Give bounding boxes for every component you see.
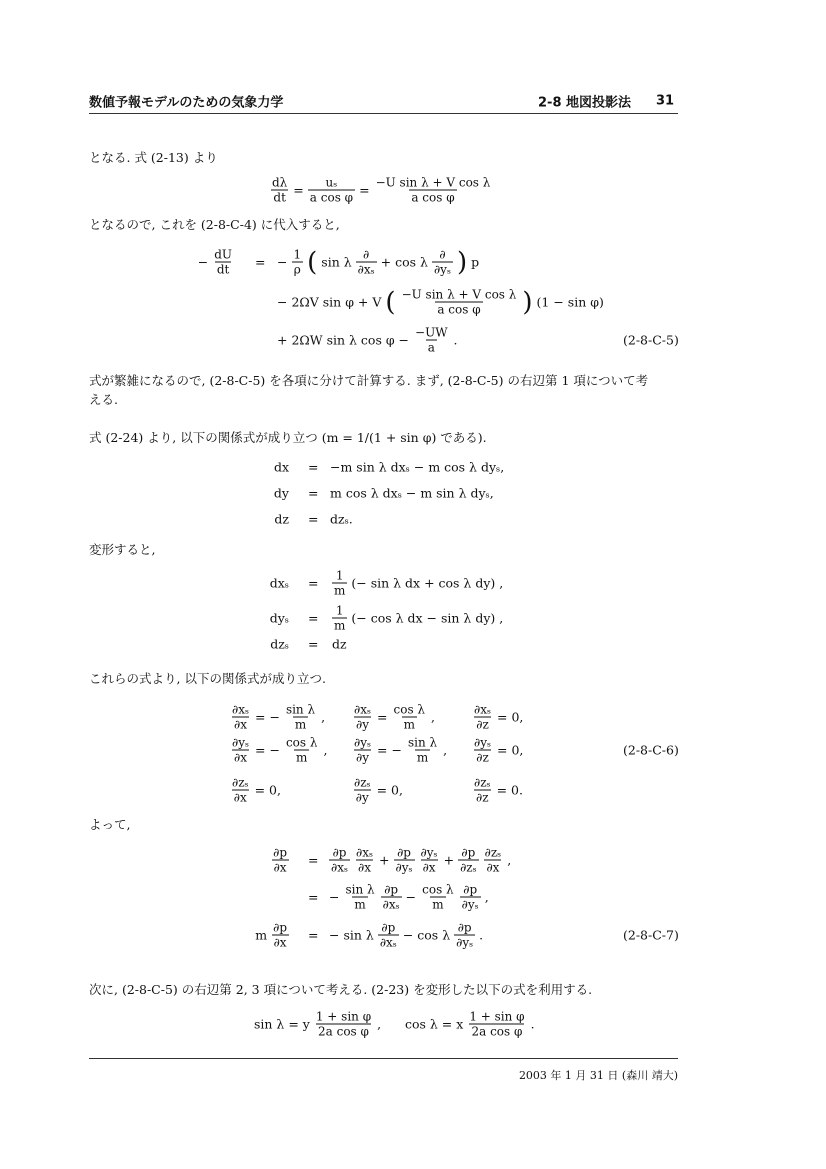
numerator: ∂p — [397, 845, 411, 860]
numerator: dU — [214, 247, 232, 262]
math-term: . — [479, 927, 484, 943]
fraction — [406, 736, 439, 765]
fraction — [454, 921, 475, 950]
equation-relation: = — [255, 254, 266, 270]
fraction — [472, 736, 493, 765]
fraction — [212, 248, 234, 277]
equation-rhs — [328, 486, 496, 501]
math-term: dzₛ — [270, 636, 289, 652]
numerator: ∂zₛ — [474, 775, 491, 790]
paragraph: となるので, これを (2-8-C-4) に代入すると, — [89, 217, 340, 232]
denominator: ∂x — [486, 860, 500, 875]
numerator: ∂p — [332, 845, 347, 860]
numerator: ∂yₛ — [232, 735, 250, 750]
fraction — [230, 736, 251, 765]
denominator: ∂x — [422, 860, 436, 875]
math-term: dz — [332, 636, 347, 652]
paragraph: よって, — [89, 817, 131, 832]
paragraph: 式 (2-24) より, 以下の関係式が成り立つ (m = 1/(1 + sin φ) である). — [89, 430, 487, 445]
fraction — [381, 883, 402, 912]
numerator: cos λ — [422, 882, 454, 897]
numerator: ∂p — [381, 920, 396, 935]
denominator: ∂z — [476, 717, 489, 732]
denominator: a cos φ — [309, 190, 354, 205]
fraction — [352, 736, 373, 765]
equation-label: (2-8-C-6) — [623, 742, 679, 758]
denominator: dt — [216, 262, 230, 277]
fraction — [284, 703, 317, 732]
numerator: −U sin λ + V cos λ — [375, 175, 491, 190]
denominator: ∂yₛ — [461, 897, 479, 912]
fraction — [413, 326, 450, 355]
fraction — [472, 776, 493, 805]
numerator: ∂p — [457, 920, 472, 935]
math-term: , — [321, 709, 326, 725]
numerator: ∂xₛ — [356, 845, 374, 860]
fraction — [291, 248, 303, 277]
equation-rhs — [328, 512, 355, 527]
partial-derivative-cell — [470, 776, 525, 805]
denominator: ∂x — [234, 717, 247, 732]
math-term: p — [471, 254, 480, 270]
fraction — [400, 288, 519, 317]
running-title: 数値予報モデルのための気象力学 — [89, 95, 284, 111]
equation-sin-cos — [252, 1010, 537, 1039]
fraction — [271, 846, 289, 875]
equation-lhs — [268, 637, 291, 652]
fraction — [354, 846, 375, 875]
math-term: , — [484, 889, 489, 905]
denominator: ∂y — [356, 750, 369, 765]
denominator: ∂x — [358, 860, 372, 875]
fraction — [352, 703, 373, 732]
math-term: = — [377, 709, 388, 725]
denominator: ∂yₛ — [395, 860, 413, 875]
fraction — [419, 846, 440, 875]
math-term: + — [443, 852, 455, 868]
equation-lhs — [272, 512, 291, 527]
math-term: = 0, — [376, 782, 403, 798]
equation-relation: = — [308, 610, 319, 626]
math-term: = — [293, 182, 304, 198]
partial-derivative-cell — [350, 736, 449, 765]
footer-rule — [89, 1058, 678, 1059]
page-number: 31 — [656, 93, 675, 109]
numerator: ∂yₛ — [474, 735, 492, 750]
numerator: 1 + sin φ — [469, 1009, 525, 1024]
math-term: = − — [377, 742, 402, 758]
math-term: m — [255, 927, 268, 943]
footer-date-author: 2003 年 1 月 31 日 (森川 靖大) — [518, 1069, 678, 1082]
denominator: ∂x — [234, 750, 247, 765]
numerator: 1 — [335, 568, 344, 583]
denominator: m — [416, 750, 429, 765]
equation-lhs — [268, 611, 291, 626]
fraction — [374, 176, 493, 205]
fraction — [420, 883, 456, 912]
fraction — [352, 776, 373, 805]
math-term: dz — [274, 511, 289, 527]
partial-derivative-cell — [228, 703, 327, 732]
equation-relation: = — [308, 852, 319, 868]
partial-derivative-cell — [470, 703, 525, 732]
numerator: ∂p — [461, 845, 476, 860]
equation-relation: = — [308, 459, 319, 475]
fraction — [356, 248, 377, 277]
denominator: 2a cos φ — [471, 1024, 523, 1039]
math-term: − cos λ — [402, 927, 451, 943]
numerator: 1 + sin φ — [315, 1009, 372, 1024]
equation-rhs — [330, 637, 349, 652]
math-term: . — [453, 332, 458, 348]
parenthesis: ) — [522, 287, 533, 317]
equation-rhs — [275, 326, 460, 355]
math-term: + 2ΩW sin λ cos φ − — [277, 332, 410, 348]
math-term: = — [359, 182, 370, 198]
fraction — [472, 703, 493, 732]
numerator: cos λ — [285, 735, 318, 750]
denominator: ∂y — [356, 717, 369, 732]
denominator: a cos φ — [437, 302, 481, 317]
fraction — [432, 248, 453, 277]
equation-lhs — [272, 486, 291, 501]
fraction — [314, 1010, 373, 1039]
math-term: , — [377, 1016, 382, 1032]
header-rule — [89, 113, 678, 114]
numerator: ∂p — [384, 882, 399, 897]
equation-lhs — [269, 846, 291, 875]
numerator: ∂zₛ — [354, 775, 371, 790]
numerator: ∂ — [363, 247, 370, 262]
fraction — [332, 569, 347, 598]
denominator: a — [427, 340, 435, 355]
parenthesis: ) — [456, 247, 468, 277]
denominator: m — [403, 717, 415, 732]
denominator: a cos φ — [411, 190, 455, 205]
equation-relation: = — [308, 889, 319, 905]
numerator: ∂xₛ — [474, 702, 492, 717]
equation-lhs — [268, 576, 291, 591]
fraction — [271, 921, 289, 950]
partial-derivative-cell — [350, 703, 437, 732]
math-term: m cos λ dxₛ − m sin λ dyₛ, — [330, 485, 494, 501]
fraction — [378, 921, 399, 950]
denominator: ∂xₛ — [382, 897, 400, 912]
numerator: ∂xₛ — [232, 702, 250, 717]
denominator: 2a cos φ — [318, 1024, 369, 1039]
math-term: −m sin λ dxₛ − m cos λ dyₛ, — [330, 459, 505, 475]
math-term: dx — [273, 459, 289, 475]
numerator: uₛ — [325, 175, 338, 190]
fraction — [329, 846, 350, 875]
equation-label: (2-8-C-7) — [623, 927, 679, 943]
numerator: ∂zₛ — [232, 775, 249, 790]
fraction — [460, 883, 481, 912]
paragraph: える. — [89, 392, 118, 407]
denominator: m — [432, 897, 444, 912]
numerator: −U sin λ + V cos λ — [401, 287, 517, 302]
numerator: ∂yₛ — [354, 735, 372, 750]
equation-rhs — [327, 846, 513, 875]
paragraph: 変形すると, — [89, 542, 156, 557]
math-term: + — [379, 852, 390, 868]
math-term: − — [277, 254, 288, 270]
parenthesis: ( — [307, 247, 318, 277]
math-term: − — [197, 254, 209, 270]
fraction — [308, 176, 355, 205]
equation-rhs — [327, 883, 491, 912]
math-term: dyₛ — [269, 610, 289, 626]
spacer — [385, 1017, 401, 1032]
numerator: ∂p — [273, 845, 287, 860]
denominator: ∂x — [273, 860, 287, 875]
numerator: dλ — [272, 175, 288, 190]
math-term: dzₛ. — [330, 511, 353, 527]
math-term: − sin λ — [329, 927, 374, 943]
math-term: , — [323, 742, 328, 758]
denominator: ∂x — [233, 790, 247, 805]
numerator: −UW — [415, 325, 448, 340]
partial-derivative-cell — [350, 776, 405, 805]
denominator: m — [296, 750, 308, 765]
denominator: m — [334, 583, 346, 598]
math-term: dxₛ — [269, 575, 289, 591]
paragraph: これらの式より, 以下の関係式が成り立つ. — [89, 671, 326, 686]
equation-lhs — [253, 921, 291, 950]
numerator: sin λ — [345, 882, 375, 897]
partial-derivative-cell — [228, 776, 283, 805]
math-term: − 2ΩV sin φ + V — [277, 294, 382, 310]
math-term: − — [405, 889, 417, 905]
denominator: dt — [273, 190, 286, 205]
partial-derivative-cell — [470, 736, 525, 765]
denominator: ∂xₛ — [379, 935, 397, 950]
math-term: (1 − sin φ) — [536, 294, 604, 310]
numerator: ∂p — [273, 920, 287, 935]
fraction — [332, 604, 347, 633]
denominator: ∂yₛ — [433, 262, 451, 277]
equation-rhs — [275, 288, 606, 317]
equation-label: (2-8-C-5) — [623, 332, 679, 348]
partial-derivative-cell — [228, 736, 329, 765]
math-term: sin λ = y — [254, 1016, 310, 1032]
math-term: = − — [255, 709, 280, 725]
math-term: = 0, — [497, 709, 524, 725]
denominator: ∂y — [355, 790, 369, 805]
equation-lhs — [272, 460, 291, 475]
fraction — [392, 703, 428, 732]
numerator: ∂ — [439, 247, 446, 262]
denominator: ∂z — [476, 790, 489, 805]
denominator: ∂zₛ — [460, 860, 477, 875]
math-term: . — [530, 1016, 535, 1032]
math-term: + cos λ — [380, 254, 428, 270]
numerator: sin λ — [407, 735, 438, 750]
math-term: = 0, — [497, 742, 524, 758]
math-term: = 0. — [496, 782, 523, 798]
equation-rhs — [327, 921, 485, 950]
numerator: 1 — [335, 603, 344, 618]
math-term: cos λ = x — [405, 1016, 464, 1032]
equation-relation: = — [308, 511, 319, 527]
fraction — [230, 703, 251, 732]
numerator: sin λ — [285, 702, 316, 717]
numerator: ∂p — [463, 882, 478, 897]
math-term: dy — [273, 485, 289, 501]
denominator: m — [294, 717, 307, 732]
math-term: = − — [255, 742, 280, 758]
equation-rhs — [328, 460, 506, 475]
equation-1 — [268, 176, 494, 205]
math-term: − — [329, 889, 340, 905]
denominator: ρ — [293, 262, 301, 277]
math-term: (− cos λ dx − sin λ dy) , — [351, 610, 504, 626]
numerator: 1 — [293, 247, 302, 262]
fraction — [458, 846, 479, 875]
numerator: ∂yₛ — [420, 845, 438, 860]
fraction — [270, 176, 289, 205]
math-term: , — [443, 742, 448, 758]
numerator: ∂zₛ — [484, 845, 502, 860]
denominator: ∂yₛ — [456, 935, 474, 950]
denominator: m — [354, 897, 366, 912]
denominator: ∂z — [476, 750, 489, 765]
fraction — [343, 883, 376, 912]
equation-rhs — [275, 248, 481, 277]
fraction — [483, 846, 504, 875]
math-term: , — [431, 709, 436, 725]
equation-rhs — [330, 569, 505, 598]
fraction — [394, 846, 415, 875]
equation-lhs — [196, 248, 236, 277]
equation-relation: = — [308, 575, 319, 591]
math-term: = 0, — [254, 782, 281, 798]
equation-relation: = — [308, 927, 319, 943]
fraction — [230, 776, 251, 805]
fraction — [467, 1010, 526, 1039]
math-term: sin λ — [321, 254, 352, 270]
section-title: 2-8 地図投影法 — [538, 95, 632, 111]
denominator: ∂xₛ — [331, 860, 349, 875]
parenthesis: ( — [385, 287, 396, 317]
numerator: ∂xₛ — [354, 702, 372, 717]
denominator: m — [334, 618, 346, 633]
numerator: cos λ — [393, 702, 426, 717]
fraction — [284, 736, 320, 765]
equation-relation: = — [308, 636, 319, 652]
denominator: ∂xₛ — [357, 262, 375, 277]
math-term: (− sin λ dx + cos λ dy) , — [351, 575, 504, 591]
denominator: ∂x — [273, 935, 287, 950]
paragraph: 式が繁雑になるので, (2-8-C-5) を各項に分けて計算する. まず, (2-8-C-5) の右辺第 1 項について考 — [89, 373, 649, 388]
paragraph: となる. 式 (2-13) より — [89, 150, 218, 165]
paragraph: 次に, (2-8-C-5) の右辺第 2, 3 項について考える. (2-23) を変形した以下の式を利用する. — [89, 982, 593, 997]
equation-rhs — [330, 604, 505, 633]
math-term: , — [507, 852, 512, 868]
equation-relation: = — [308, 485, 319, 501]
